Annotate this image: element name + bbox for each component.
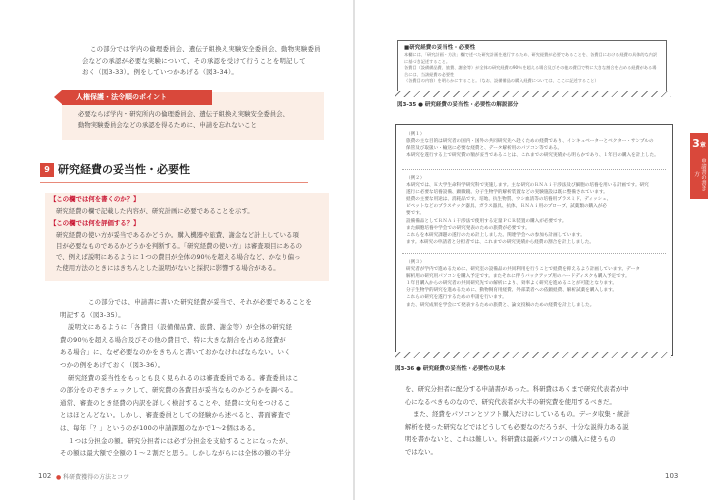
sample-box bbox=[395, 124, 673, 356]
body-line: 研究経費の妥当性をもっとも良く見られるのは審査委員である。審査委員はこ bbox=[68, 373, 299, 382]
explanation-line: （各費目の内容）を明らかにすること。（なお、設備備品の購入経費については、ここに記述すること） bbox=[404, 78, 599, 84]
body-line: つかの例をあげておく（図3-36）。 bbox=[60, 360, 165, 369]
sample-line: 遂行に必要な培養設備、顕微鏡、分子生物学的解析装置などの実験施設は既に整備されています。 bbox=[406, 190, 608, 196]
explanation-line: 各費目（設備備品費、旅費、謝金等）が全体の研究経費の90％を超える場合及びその他の費目で特に大きな割合を占める経費がある場合には、当該経費の必要性 bbox=[404, 65, 657, 77]
intro-line: この部分では学内の倫理委員会、遺伝子組換え実験安全委員会、動物実験委員 bbox=[90, 45, 321, 53]
sample-line: 保管及び取扱い・輸送に必要な経費と、データ解析用のパソコン等である。 bbox=[406, 146, 563, 152]
sample-line: また、研究成果を学会にて発表するための旅費と、論文投稿のための経費を計上しました。 bbox=[406, 302, 595, 308]
sample-line: 研究者が学内で進めるために、研究室の設備品の共同利用を行うことで経費を抑えるよう計画しています。データ bbox=[406, 267, 640, 273]
page-number: 102 bbox=[38, 472, 52, 480]
intro-paragraph bbox=[82, 44, 330, 79]
body-line: 費の90％を超える場合及びその他の費目で、特に大きな割合を占める経費が bbox=[60, 335, 286, 344]
right-body-paragraph bbox=[405, 383, 675, 458]
question-line: で、例えば説明にあるように１つの費目が全体の90％を超える場合など、かなり偏っ bbox=[56, 253, 301, 261]
chapter-number bbox=[690, 137, 708, 153]
question-heading: 【この欄では何を書くのか？】 bbox=[50, 195, 140, 203]
body-line: １つは分担金の額。研究分担者には必ず分担金を支給することになったが、 bbox=[68, 436, 293, 445]
point-heading: 人権保護・法令順のポイント bbox=[62, 90, 212, 105]
sample-tag: （例１） bbox=[406, 132, 425, 137]
body-line: 通常、審査のとき経費の内訳を詳しく検討することや、経費に文句をつけるこ bbox=[60, 398, 291, 407]
running-footer bbox=[56, 472, 129, 481]
question-line: 目が必要なものであるかどうかを判断する。「研究経費の使い方」は審査項目にあるの bbox=[56, 242, 303, 250]
sample-block-3 bbox=[406, 259, 664, 309]
figure-caption-35: 図3-35 ● 研究経費の妥当性・必要性の解説部分 bbox=[397, 102, 519, 108]
sample-line: ます。本研究の申請者と分担者では、これまでの研究実績から経費の割合を計上しました。 bbox=[406, 239, 594, 245]
chapter-title: 申請書の書き方 bbox=[693, 157, 706, 191]
body-line: 心になるべきものなので、研究代表者が大半の研究費を使用するべきだ。 bbox=[405, 397, 616, 406]
body-line: ある場合」に、なぜ必要なのかをきちんと書いておかなければならない。いく bbox=[60, 348, 291, 357]
sample-line: 設備備品としてＲＮＡｉ干渉法で使用する定量ＰＣＲ装置の購入が必要です。 bbox=[406, 218, 567, 224]
body-line: その額は最大額で全額の１～２割だと思う。しかしながらには全体の額の半分 bbox=[60, 449, 291, 458]
explanation-title-text: 研究経費の妥当性・必要性 bbox=[409, 45, 476, 51]
section-heading bbox=[40, 160, 308, 183]
explanation-line: 本欄には、「研究計画・方法」欄で述べた研究計画を遂行するため、研究経費が必要であることを、各費目における経費の具体的な内訳に基づき記述すること。 bbox=[404, 52, 658, 64]
body-line: 説明文にあるように「各費目（設備備品費、旅費、謝金等）が全体の研究経 bbox=[68, 323, 293, 332]
question-heading: 【この欄では何を評価する？】 bbox=[50, 219, 140, 227]
sample-line: 要です。 bbox=[406, 211, 425, 217]
figure-caption-36: 図3-36 ● 研究経費の妥当性・必要性の見本 bbox=[395, 366, 506, 372]
sample-line: 本研究を遂行する上で研究費の額が妥当であることは、これまでの研究実績から明らかであり、１年目の購入を計上した。 bbox=[406, 153, 659, 159]
body-line: 明を書かないと、これは難しい。科研費は最新パソコンの購入に使うもの bbox=[405, 435, 616, 443]
body-line: 明記する（図3-35）。 bbox=[60, 310, 125, 319]
body-line: は、毎年「？」というのが100の申請課題のなかで1～2個はある。 bbox=[60, 423, 260, 432]
running-footer-text: 科研費獲得の方法とコツ bbox=[63, 474, 130, 481]
sample-block-1 bbox=[406, 131, 664, 159]
divider bbox=[402, 169, 666, 170]
box-tear-edge bbox=[395, 352, 671, 358]
sample-tag: （例３） bbox=[406, 260, 425, 265]
right-page bbox=[355, 0, 708, 500]
sample-block-2 bbox=[406, 175, 664, 246]
box-tear-edge bbox=[395, 91, 671, 97]
section-title: 研究経費の妥当性・必要性 bbox=[58, 163, 190, 176]
point-body bbox=[78, 109, 318, 131]
sample-line: ピペットなどのプラスチック器具、ガラス器具、抗体、ＲＮＡｉ用のプローブ、試薬類の購入が必 bbox=[406, 204, 607, 210]
sample-line: 旅費の主な目的は研究者の国内・国外の共同研究先へ赴くための経費であり、インキュベーターとベクター・サンプルの bbox=[406, 139, 654, 145]
square-bullet-icon: ■ bbox=[404, 45, 410, 51]
explanation-box bbox=[397, 40, 667, 93]
body-line: この部分では、申請書に書いた研究経費が妥当で、それが必要であることを bbox=[88, 298, 312, 306]
question-line: 研究経費の欄で記載した内容が、研究計画に必要であることを示す。 bbox=[56, 207, 254, 215]
explanation-text bbox=[404, 52, 660, 85]
sample-line: また細胞培養や学会での研究発表のための旅費が必要です。 bbox=[406, 225, 530, 231]
sample-line: これらの研究を遂行するための申請を行います。 bbox=[406, 295, 507, 301]
intro-line: おく（図3-33）。例をしていつかあげる（図3-34）。 bbox=[82, 68, 239, 76]
sample-line: これらを本研究課題の遂行のため計上しました。関連学会への参加も計画しています。 bbox=[406, 232, 585, 238]
sample-line: 本研究では、Ｋ大学生命科学研究科で実施します。主な研究のＲＮＡｉ干渉法及び細胞の培養を用いる計画です。研究 bbox=[406, 183, 649, 189]
intro-line: 会などの承認が必要な実験について、その承認を受けて行うことを明記して bbox=[82, 56, 306, 65]
bullet-icon: ● bbox=[56, 474, 62, 481]
point-line: 動物実験委員会などの承認を得るために、申請を忘れないこと bbox=[78, 121, 257, 129]
section-number: 9 bbox=[40, 163, 54, 177]
body-line: ではない。 bbox=[405, 447, 437, 456]
sample-line: 分子生物学的研究を進めるために、動物飼育用経費、外部業者への依頼経費、解析試薬を購入します。 bbox=[406, 288, 617, 294]
point-line: 必要ならば学内・研究所内の倫理委員会、遺伝子組換え実験安全委員会、 bbox=[78, 110, 289, 118]
body-line: とはほとんどない。しかし、審査委員としての経験から述べると、書面審査で bbox=[60, 411, 291, 420]
question-line: た使用方法のときにはきちんとした説明がないと採択に影響する場合がある。 bbox=[56, 264, 280, 272]
body-paragraph bbox=[60, 296, 330, 460]
question-line: 研究経費の使い方が妥当であるかどうか。購入機器や旅費、謝金など計上している項 bbox=[56, 231, 299, 239]
page-number: 103 bbox=[665, 472, 679, 480]
sample-line: 経費の主要な用途は、消耗品です。培地、抗生物質、ウシ血清等の培養用プラスミド、ディッシュ、 bbox=[406, 197, 612, 203]
body-line: の部分をのぞきチェックして、研究費の各費目が妥当なものかどうかを調べる。 bbox=[60, 386, 297, 395]
sample-line: 解析用の研究用パソコンを購入予定です。またそれに伴うバックアップ用のハードディスクも購入予定です。 bbox=[406, 274, 630, 280]
sample-tag: （例２） bbox=[406, 176, 425, 181]
left-page bbox=[0, 0, 353, 500]
body-line: また、経費をパソコンとソフト購入だけにしているもの。データ収集・統計 bbox=[413, 410, 630, 418]
chapter-number-digit: 3 bbox=[692, 137, 700, 150]
chapter-suffix: 章 bbox=[699, 142, 706, 149]
explanation-title bbox=[404, 43, 475, 51]
body-line: を、研究分担者に配分する申請書があった。科研費はあくまで研究代表者が中 bbox=[405, 385, 629, 393]
divider bbox=[402, 253, 666, 254]
sample-line: １年目購入からの研究者の共同研究先での解析により、効率よく研究を進めることが可能となります。 bbox=[406, 281, 617, 287]
chapter-tab bbox=[690, 133, 708, 199]
body-line: 解析を使った研究などではどうしても必要なのだろうが、十分な説得力ある説 bbox=[405, 422, 629, 431]
